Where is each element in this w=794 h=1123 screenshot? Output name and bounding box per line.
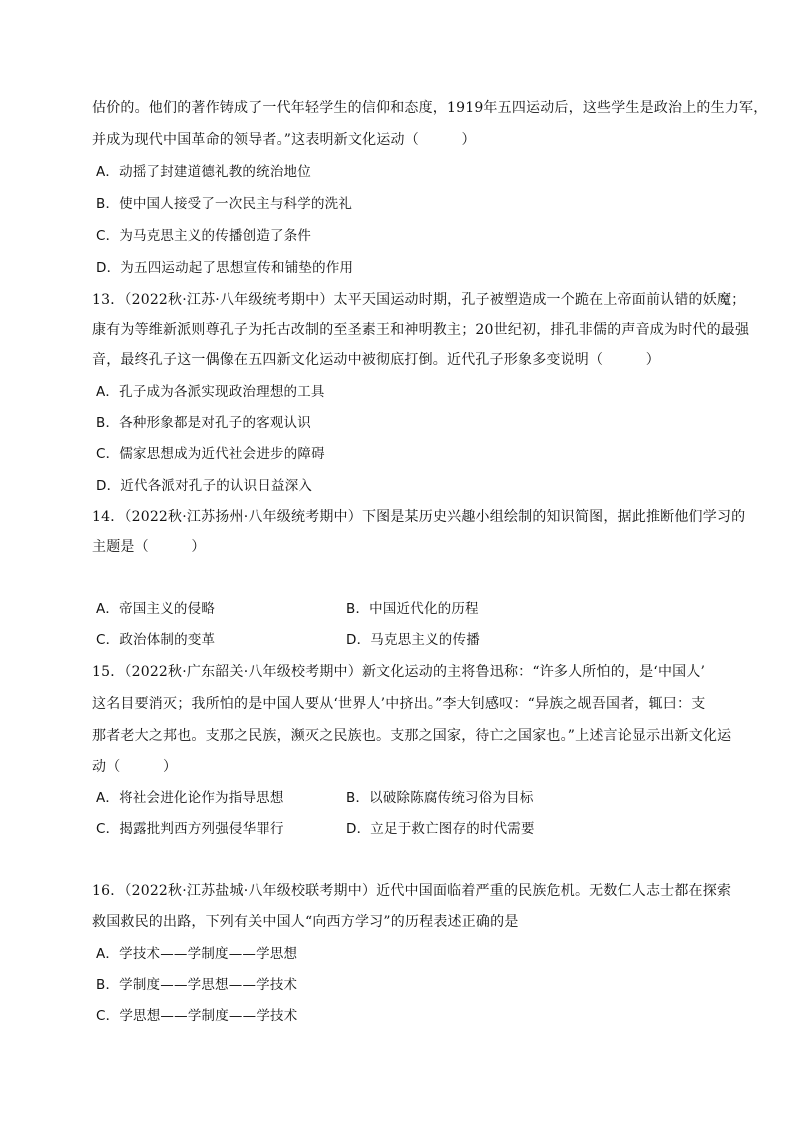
question-16-option-b: B．学制度——学思想——学技术 <box>96 977 298 993</box>
question-15-option-b: B．以破除陈腐传统习俗为目标 <box>346 790 534 806</box>
question-15-option-d: D．立足于救亡图存的时代需要 <box>346 821 535 837</box>
question-14-option-b: B．中国近代化的历程 <box>346 601 479 617</box>
question-13-stem-line-2: 康有为等维新派则尊孔子为托古改制的至圣素王和神明教主；20世纪初，排孔非儒的声音成为时代的最强 <box>92 322 750 338</box>
question-12-option-c: C．为马克思主义的传播创造了条件 <box>96 228 312 244</box>
question-13-option-b: B．各种形象都是对孔子的客观认识 <box>96 415 311 431</box>
question-14-option-a: A．帝国主义的侵略 <box>96 601 216 617</box>
question-15-stem-line-2: 这名目要消灭；我所怕的是中国人要从‘世界人’中挤出。”李大钊感叹：“异族之觇吾国者，辄曰：支 <box>92 696 706 712</box>
question-15-option-c: C．揭露批判西方列强侵华罪行 <box>96 821 284 837</box>
question-15-stem-line-3: 那者老大之邦也。支那之民族，濒灭之民族也。支那之国家，待亡之国家也。”上述言论显示出新文化运 <box>92 728 732 744</box>
question-16-option-a: A．学技术——学制度——学思想 <box>96 946 298 962</box>
question-14-option-c: C．政治体制的变革 <box>96 632 216 648</box>
question-14-stem-line-2: 主题是（ ） <box>92 539 206 555</box>
question-13-option-d: D．近代各派对孔子的认识日益深入 <box>96 478 313 494</box>
question-13-stem-line-3: 音，最终孔子这一偶像在五四新文化运动中被彻底打倒。近代孔子形象多变说明（ ） <box>92 352 660 368</box>
question-12-option-a: A．动摇了封建道德礼教的统治地位 <box>96 164 311 180</box>
question-16-stem-line-2: 救国救民的出路，下列有关中国人“向西方学习”的历程表述正确的是 <box>92 914 519 930</box>
question-16-option-c: C．学思想——学制度——学技术 <box>96 1008 298 1024</box>
question-16-stem-line-1: 16．（2022秋·江苏盐城·八年级校联考期中）近代中国面临着严重的民族危机。无数仁人志士都在探索 <box>92 883 732 899</box>
question-13-option-c: C．儒家思想成为近代社会进步的障碍 <box>96 446 325 462</box>
question-13-option-a: A．孔子成为各派实现政治理想的工具 <box>96 384 325 400</box>
question-14-option-d: D．马克思主义的传播 <box>346 632 480 648</box>
question-15-option-a: A．将社会进化论作为指导思想 <box>96 790 284 806</box>
question-12-stem-line-1: 估价的。他们的著作铸成了一代年轻学生的信仰和态度，1919年五四运动后，这些学生是政治上的生力军， <box>92 100 768 116</box>
question-12-stem-line-2: 并成为现代中国革命的领导者。”这表明新文化运动（ ） <box>92 132 476 148</box>
question-12-option-d: D．为五四运动起了思想宣传和铺垫的作用 <box>96 260 354 276</box>
question-14-stem-line-1: 14．（2022秋·江苏扬州·八年级统考期中）下图是某历史兴趣小组绘制的知识简图，据此推断他们学习的 <box>92 509 746 525</box>
question-12-option-b: B．使中国人接受了一次民主与科学的洗礼 <box>96 196 353 212</box>
question-13-stem-line-1: 13．（2022秋·江苏·八年级统考期中）太平天国运动时期，孔子被塑造成一个跪在上帝面前认错的妖魔； <box>92 292 746 308</box>
question-15-stem-line-1: 15．（2022秋·广东韶关·八年级校考期中）新文化运动的主将鲁迅称：“许多人所怕的，是‘中国人’ <box>92 664 706 680</box>
question-15-stem-line-4: 动（ ） <box>92 759 178 775</box>
